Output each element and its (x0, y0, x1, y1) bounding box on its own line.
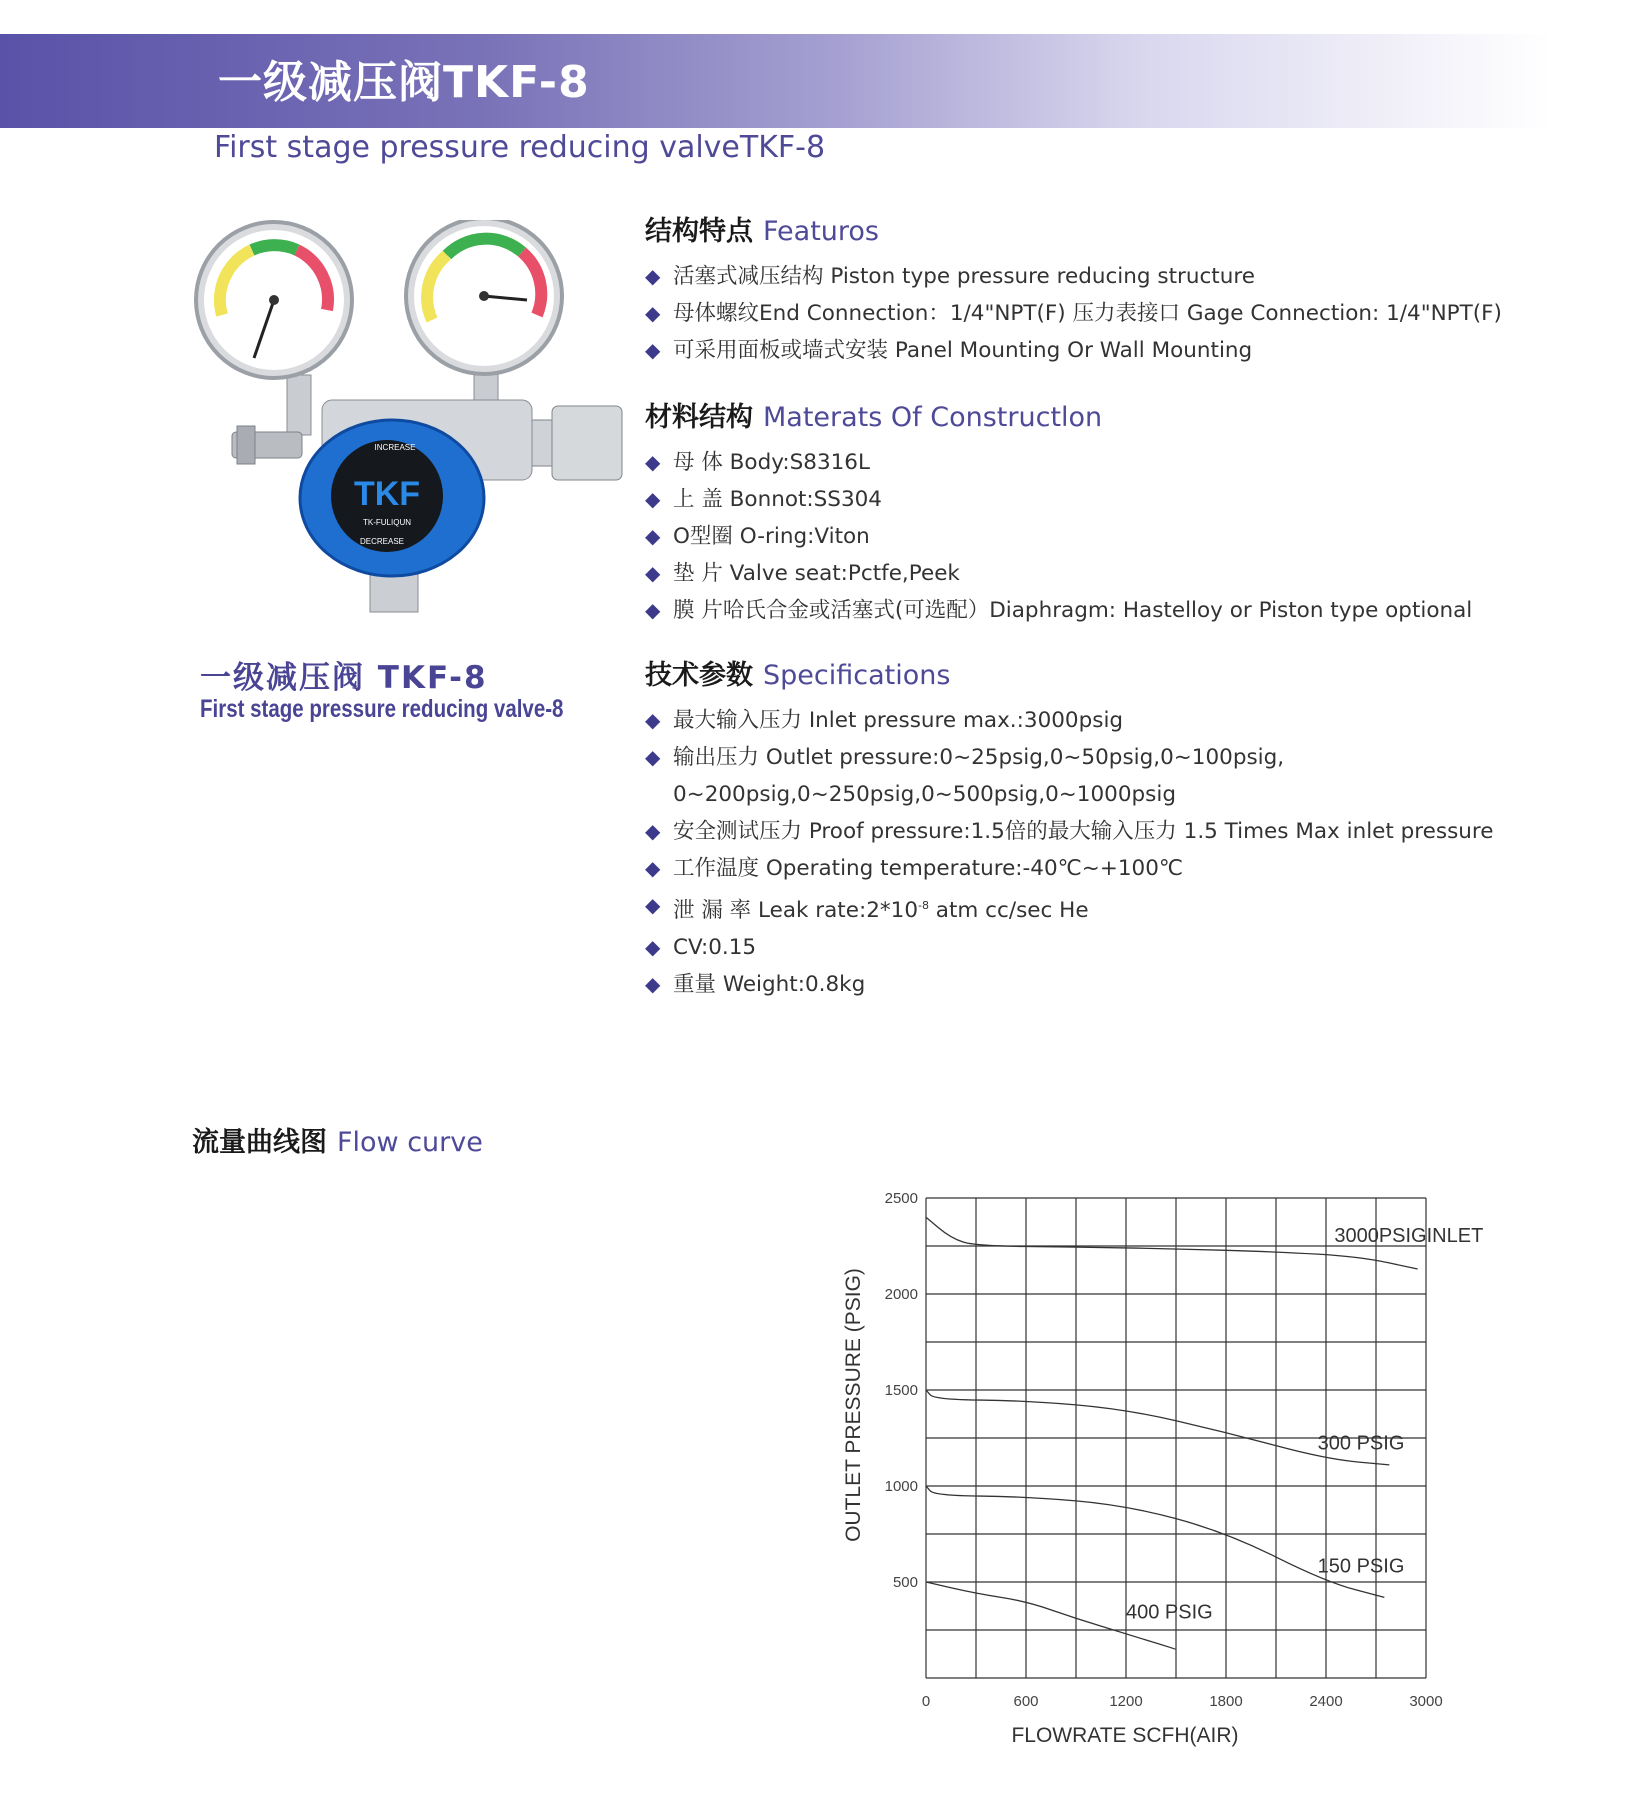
specs-title-en: Specifications (763, 660, 951, 691)
list-item (645, 518, 1472, 555)
x-tick-label: 1800 (1209, 1693, 1243, 1710)
series-label: 400 PSIG (1126, 1601, 1213, 1624)
series-label: 150 PSIG (1317, 1555, 1405, 1578)
item-text: 泄 漏 率 Leak rate:2*10 (673, 898, 918, 924)
item-text: 母体螺纹End Connection：1/4"NPT(F) 压力表接口 Gage Connection: 1/4"NPT(F) (673, 301, 1502, 326)
diamond-bullet-icon: ◆ (645, 819, 661, 843)
item-text: CV:0.15 (673, 935, 757, 961)
materials-section (645, 400, 1472, 629)
item-text: 工作温度 Operating temperature:-40℃~+100℃ (673, 856, 1184, 881)
item-text: O型圈 O-ring:Viton (673, 524, 870, 549)
series-line (926, 1486, 1384, 1597)
features-title-en: Featuros (763, 216, 880, 247)
item-text: 膜 片哈氏合金或活塞式(可选配）Diaphragm: Hastelloy or Piston type optional (673, 598, 1473, 623)
y-axis-label: OUTLET PRESSURE (PSIG) (842, 1268, 865, 1542)
y-tick-label: 500 (892, 1574, 918, 1591)
x-tick-label: 0 (921, 1693, 931, 1710)
item-text: atm cc/sec He (928, 898, 1089, 924)
list-item (645, 813, 1494, 850)
diamond-bullet-icon: ◆ (645, 338, 661, 362)
item-text: 安全测试压力 Proof pressure:1.5倍的最大输入压力 1.5 Times Max inlet pressure (673, 819, 1494, 844)
left-gauge-stem (287, 375, 311, 435)
diamond-bullet-icon: ◆ (645, 893, 661, 917)
list-item (645, 850, 1494, 887)
list-item-continuation (645, 776, 1494, 813)
diamond-bullet-icon: ◆ (645, 264, 661, 288)
x-tick-label: 1200 (1109, 1693, 1143, 1710)
logo-subtext: TK-FULIQUN (363, 518, 411, 527)
list-item (645, 887, 1494, 929)
materials-title-cn: 材料结构 (645, 402, 753, 433)
diamond-bullet-icon: ◆ (645, 856, 661, 880)
y-tick-label: 1500 (884, 1382, 918, 1399)
list-item (645, 702, 1494, 739)
knob-decrease-label: DECREASE (359, 537, 405, 546)
list-item (645, 592, 1472, 629)
product-caption-en: First stage pressure reducing valve-8 (200, 695, 564, 723)
specs-list (645, 702, 1494, 1003)
diamond-bullet-icon: ◆ (645, 450, 661, 474)
inlet-nut (552, 406, 622, 480)
item-text: 输出压力 Outlet pressure:0~25psig,0~50psig,0~100psig, (673, 745, 1285, 770)
diamond-bullet-icon: ◆ (645, 487, 661, 511)
item-text: 最大输入压力 Inlet pressure max.:3000psig (673, 708, 1124, 733)
list-item (645, 555, 1472, 592)
x-tick-label: 600 (1013, 1693, 1039, 1710)
flow-title-en: Flow curve (337, 1127, 483, 1158)
y-tick-label: 1000 (884, 1478, 918, 1495)
list-item (645, 739, 1494, 776)
page-title: 一级减压阀TKF-8 (218, 57, 590, 108)
item-text: 0~200psig,0~250psig,0~500psig,0~1000psig (673, 782, 1176, 807)
flow-heading (192, 1120, 483, 1159)
list-item (645, 295, 1502, 332)
materials-heading (645, 400, 1472, 436)
y-tick-label: 2000 (884, 1286, 918, 1303)
chart-series-labels (1126, 1225, 1483, 1623)
features-section (645, 214, 1502, 369)
product-caption-cn: 一级减压阀 TKF-8 (200, 660, 488, 696)
features-title-cn: 结构特点 (645, 216, 753, 247)
list-item (645, 444, 1472, 481)
flow-curve-chart (820, 1170, 1520, 1760)
item-text: 垫 片 Valve seat:Pctfe,Peek (673, 561, 960, 586)
features-heading (645, 214, 1502, 250)
item-text: 重量 Weight:0.8kg (673, 972, 866, 998)
list-item (645, 332, 1502, 369)
x-axis-label: FLOWRATE SCFH(AIR) (1011, 1724, 1239, 1747)
diamond-bullet-icon: ◆ (645, 524, 661, 548)
list-item (645, 966, 1494, 1003)
specs-section (645, 658, 1494, 1003)
materials-list (645, 444, 1472, 629)
flow-title-cn: 流量曲线图 (192, 1127, 327, 1158)
features-list (645, 258, 1502, 369)
diamond-bullet-icon: ◆ (645, 708, 661, 732)
diamond-bullet-icon: ◆ (645, 598, 661, 622)
item-text: 可采用面板或墙式安装 Panel Mounting Or Wall Mounting (673, 338, 1253, 363)
leak-exponent: -8 (918, 899, 929, 912)
y-tick-label: 2500 (884, 1190, 918, 1207)
diamond-bullet-icon: ◆ (645, 935, 661, 960)
series-label: 300 PSIG (1317, 1432, 1405, 1455)
item-text: 活塞式减压结构 Piston type pressure reducing structure (673, 264, 1255, 289)
diamond-bullet-icon: ◆ (645, 745, 661, 769)
specs-title-cn: 技术参数 (645, 660, 753, 691)
diamond-bullet-icon: ◆ (645, 301, 661, 325)
series-label: 3000PSIGINLET (1334, 1225, 1484, 1248)
materials-title-en: Materats Of Constructlon (763, 402, 1103, 433)
product-image (192, 220, 632, 620)
specs-heading (645, 658, 1494, 694)
diamond-bullet-icon: ◆ (645, 561, 661, 585)
item-text: 母 体 Body:S8316L (673, 450, 870, 475)
list-item (645, 258, 1502, 295)
page-subtitle: First stage pressure reducing valveTKF-8 (214, 130, 826, 165)
list-item (645, 929, 1494, 966)
diamond-bullet-icon: ◆ (645, 972, 661, 997)
logo-text: TKF (353, 475, 421, 513)
list-item (645, 481, 1472, 518)
x-tick-label: 2400 (1309, 1693, 1343, 1710)
item-text: 上 盖 Bonnot:SS304 (673, 487, 882, 512)
x-tick-label: 3000 (1409, 1693, 1443, 1710)
knob-increase-label: INCREASE (374, 443, 416, 452)
